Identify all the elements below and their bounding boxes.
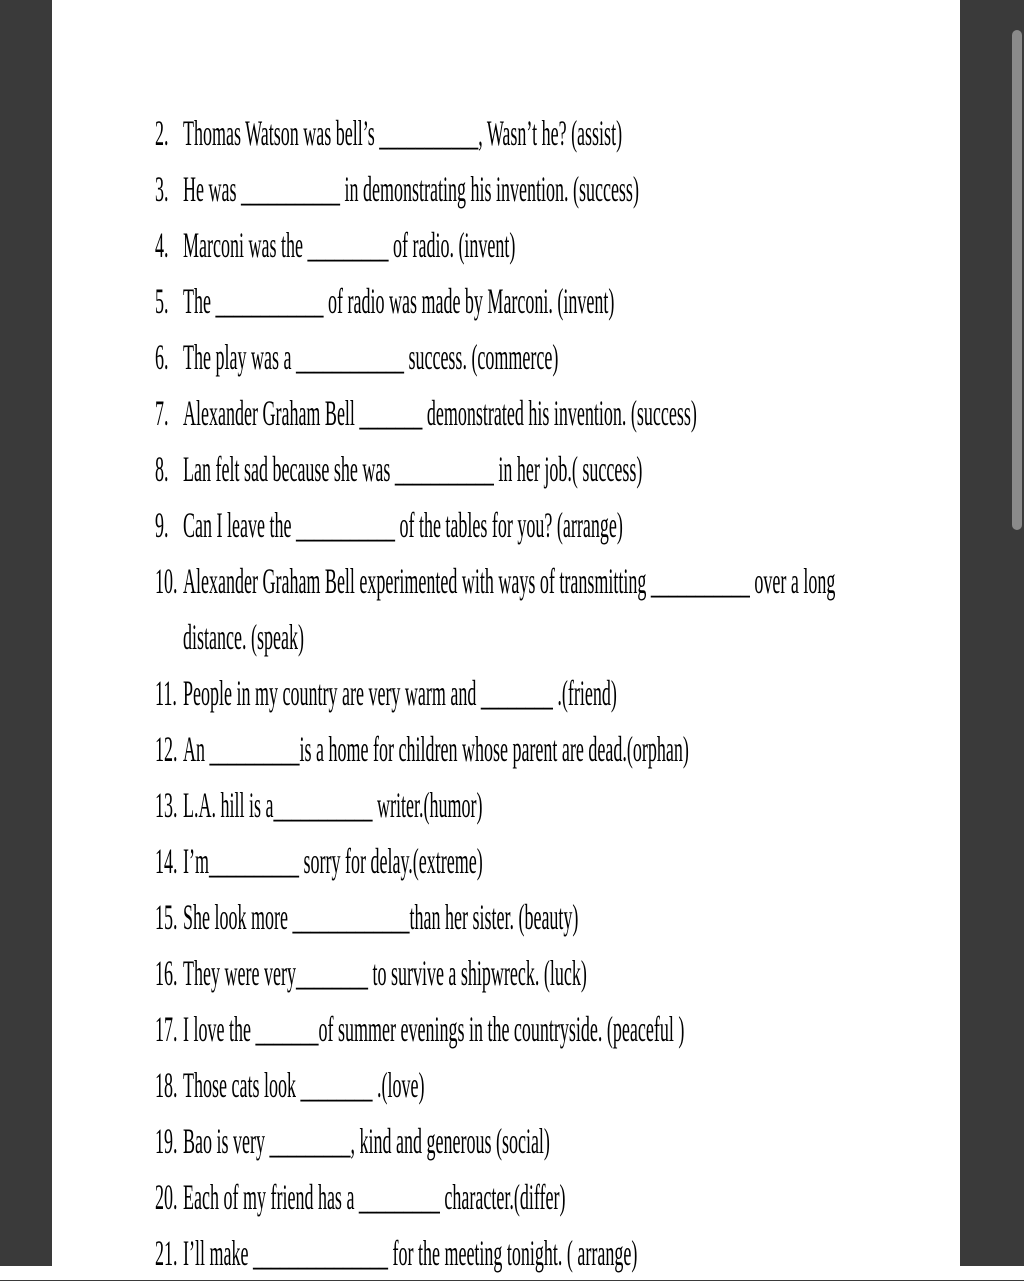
question-item: [155, 441, 895, 497]
question-item: [155, 161, 895, 217]
question-text: I’m__________ sorry for delay.(extreme): [183, 841, 483, 881]
question-item: [155, 1169, 895, 1225]
question-text: Marconi was the _________ of radio. (invent): [183, 225, 516, 265]
question-text: The play was a ____________ success. (commerce): [183, 337, 559, 377]
question-text: He was ___________ in demonstrating his invention. (success): [183, 169, 639, 209]
question-text: Alexander Graham Bell _______ demonstrated his invention. (success): [183, 393, 697, 433]
question-item: [155, 777, 895, 833]
scrollbar-thumb[interactable]: [1012, 30, 1022, 530]
question-item: [155, 329, 895, 385]
question-item: [155, 721, 895, 777]
question-number: 17.: [155, 1009, 178, 1049]
question-number: 18.: [155, 1065, 178, 1105]
question-text: Can I leave the ___________ of the tables for you? (arrange): [183, 505, 623, 545]
question-item: [155, 1113, 895, 1169]
question-number: 9.: [155, 505, 169, 545]
question-text: The ____________ of radio was made by Marconi. (invent): [183, 281, 615, 321]
question-item: [155, 217, 895, 273]
question-number: 6.: [155, 337, 169, 377]
question-text: Thomas Watson was bell’s ___________, Wasn’t he? (assist): [183, 113, 623, 153]
question-item: [155, 833, 895, 889]
question-number: 11.: [155, 673, 177, 713]
question-text: She look more _____________than her sister. (beauty): [183, 897, 579, 937]
question-number: 2.: [155, 113, 169, 153]
question-item: [155, 105, 895, 161]
question-item: [155, 889, 895, 945]
question-number: 20.: [155, 1177, 178, 1217]
question-item: [155, 385, 895, 441]
question-text: Bao is very _________, kind and generous (social): [183, 1121, 550, 1161]
question-number: 16.: [155, 953, 178, 993]
question-number: 4.: [155, 225, 169, 265]
question-number: 10.: [155, 561, 178, 601]
question-text: I love the _______of summer evenings in the countryside. (peaceful ): [183, 1009, 685, 1049]
question-text: L.A. hill is a___________ writer.(humor): [183, 785, 483, 825]
question-item: [155, 1057, 895, 1113]
question-number: 15.: [155, 897, 178, 937]
question-number: 19.: [155, 1121, 178, 1161]
question-text: Each of my friend has a _________ character.(differ): [183, 1177, 566, 1217]
question-item: [155, 497, 895, 553]
question-number: 13.: [155, 785, 178, 825]
question-item: [155, 665, 895, 721]
question-list: [155, 105, 895, 1281]
question-item: [155, 273, 895, 329]
question-text: I’ll make _______________ for the meeting tonight. ( arrange): [183, 1233, 638, 1273]
question-text: Lan felt sad because she was ___________ in her job.( success): [183, 449, 643, 489]
question-text: Alexander Graham Bell experimented with ways of transmitting ___________ over a long distance. (speak): [183, 561, 836, 657]
question-number: 12.: [155, 729, 178, 769]
question-item: [155, 1225, 895, 1281]
question-text: Those cats look ________ .(love): [183, 1065, 425, 1105]
question-text: They were very________ to survive a shipwreck. (luck): [183, 953, 587, 993]
question-number: 14.: [155, 841, 178, 881]
question-item: [155, 945, 895, 1001]
question-number: 3.: [155, 169, 169, 209]
question-text: An __________is a home for children whose parent are dead.(orphan): [183, 729, 689, 769]
question-text: People in my country are very warm and ________ .(friend): [183, 673, 617, 713]
question-item: [155, 553, 895, 665]
question-number: 21.: [155, 1233, 178, 1273]
question-number: 7.: [155, 393, 169, 433]
question-number: 5.: [155, 281, 169, 321]
question-item: [155, 1001, 895, 1057]
question-number: 8.: [155, 449, 169, 489]
